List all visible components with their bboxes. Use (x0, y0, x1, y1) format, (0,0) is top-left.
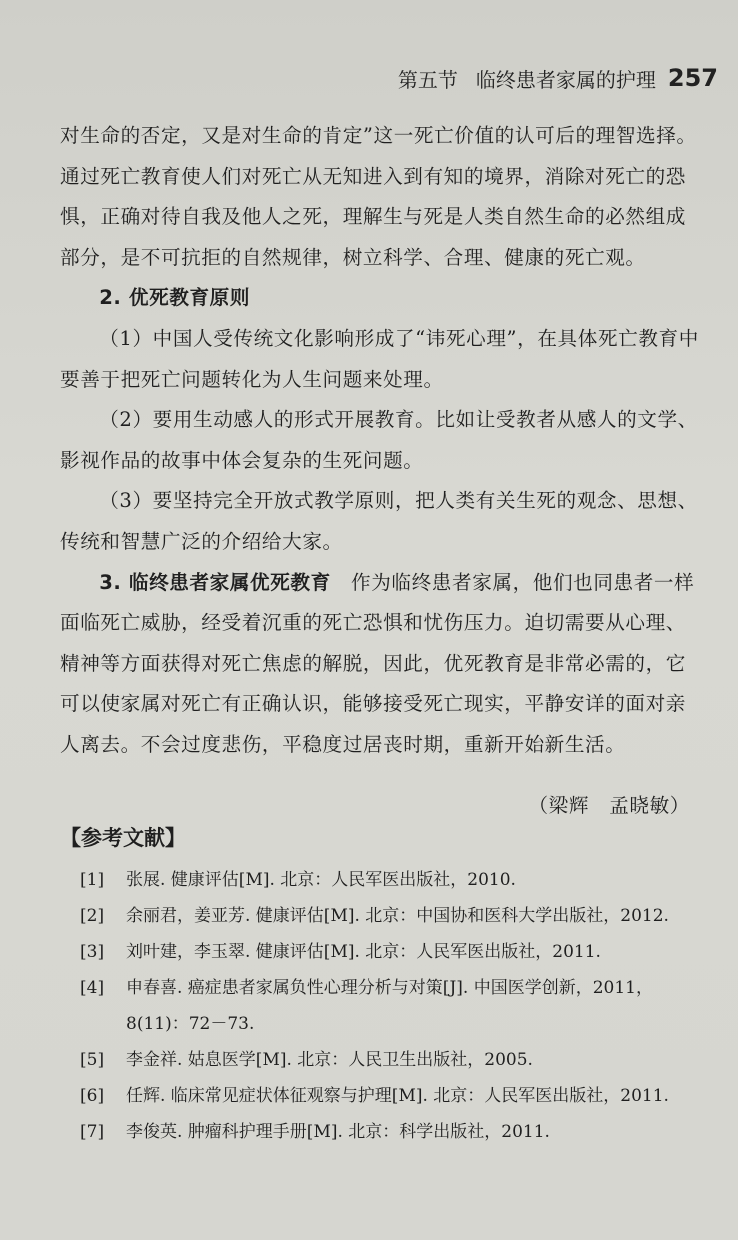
reference-text: 余丽君，姜亚芳. 健康评估[M]. 北京：中国协和医科大学出版社，2012. (126, 906, 669, 926)
reference-text: 李俊英. 肿瘤科护理手册[M]. 北京：科学出版社，2011. (126, 1122, 550, 1142)
authors: （梁辉 孟晓敏） (528, 793, 690, 817)
references-title: 【参考文献】 (60, 826, 186, 850)
references (60, 820, 700, 1150)
reference-text: 刘叶建，李玉翠. 健康评估[M]. 北京：人民军医出版社，2011. (126, 942, 601, 962)
paragraph-3-text: 作为临终患者家属，他们也同患者一样面临死亡威胁，经受着沉重的死亡恐惧和忧伤压力。迫切需要从心理、精神等方面获得对死亡焦虑的解脱，因此，优死教育是非常必需的，它可以使家属对死亡有正确认识，能够接受死亡现实，平静安详的面对亲人离去。不会过度悲伤，平稳度过居丧时期，重新开始新生活。 (60, 570, 695, 756)
reference-number: [5] (80, 1050, 105, 1070)
paragraph-3 (60, 563, 700, 766)
header-chapter-title: 临终患者家属的护理 (475, 67, 656, 92)
reference-item (80, 1114, 700, 1150)
reference-item (80, 970, 700, 1042)
main-text (60, 116, 700, 826)
running-header (60, 60, 718, 96)
reference-item (80, 1078, 700, 1114)
reference-text: 任辉. 临床常见症状体征观察与护理[M]. 北京：人民军医出版社，2011. (126, 1086, 669, 1106)
reference-text: 申春喜. 癌症患者家属负性心理分析与对策[J]. 中国医学创新，2011，8(11)：72－73. (126, 978, 653, 1034)
principle-item-3: （3）要坚持完全开放式教学原则，把人类有关生死的观念、思想、传统和智慧广泛的介绍给大家。 (60, 489, 698, 553)
reference-text: 张展. 健康评估[M]. 北京：人民军医出版社，2010. (126, 870, 516, 890)
reference-text: 李金祥. 姑息医学[M]. 北京：人民卫生出版社，2005. (126, 1050, 533, 1070)
reference-item (80, 1042, 700, 1078)
reference-number: [4] (80, 978, 105, 998)
reference-item (80, 934, 700, 970)
reference-number: [3] (80, 942, 105, 962)
reference-number: [6] (80, 1086, 105, 1106)
principle-item-1: （1）中国人受传统文化影响形成了“讳死心理”，在具体死亡教育中要善于把死亡问题转化为人生问题来处理。 (60, 326, 699, 391)
reference-item (80, 898, 700, 934)
reference-number: [2] (80, 906, 105, 926)
paragraph-1: 对生命的否定，又是对生命的肯定”这一死亡价值的认可后的理智选择。通过死亡教育使人们对死亡从无知进入到有知的境界，消除对死亡的恐惧，正确对待自我及他人之死，理解生与死是人类自然生命的必然组成部分，是不可抗拒的自然规律，树立科学、合理、健康的死亡观。 (60, 124, 697, 269)
reference-number: [1] (80, 870, 105, 890)
reference-item (80, 862, 700, 898)
heading-2: 2. 优死教育原则 (99, 286, 251, 310)
page-number: 257 (667, 64, 718, 92)
reference-number: [7] (80, 1122, 105, 1142)
heading-3: 3. 临终患者家属优死教育 (99, 570, 331, 594)
principle-item-2: （2）要用生动感人的形式开展教育。比如让受教者从感人的文学、影视作品的故事中体会复杂的生死问题。 (60, 408, 698, 472)
header-section: 第五节 (397, 67, 458, 92)
